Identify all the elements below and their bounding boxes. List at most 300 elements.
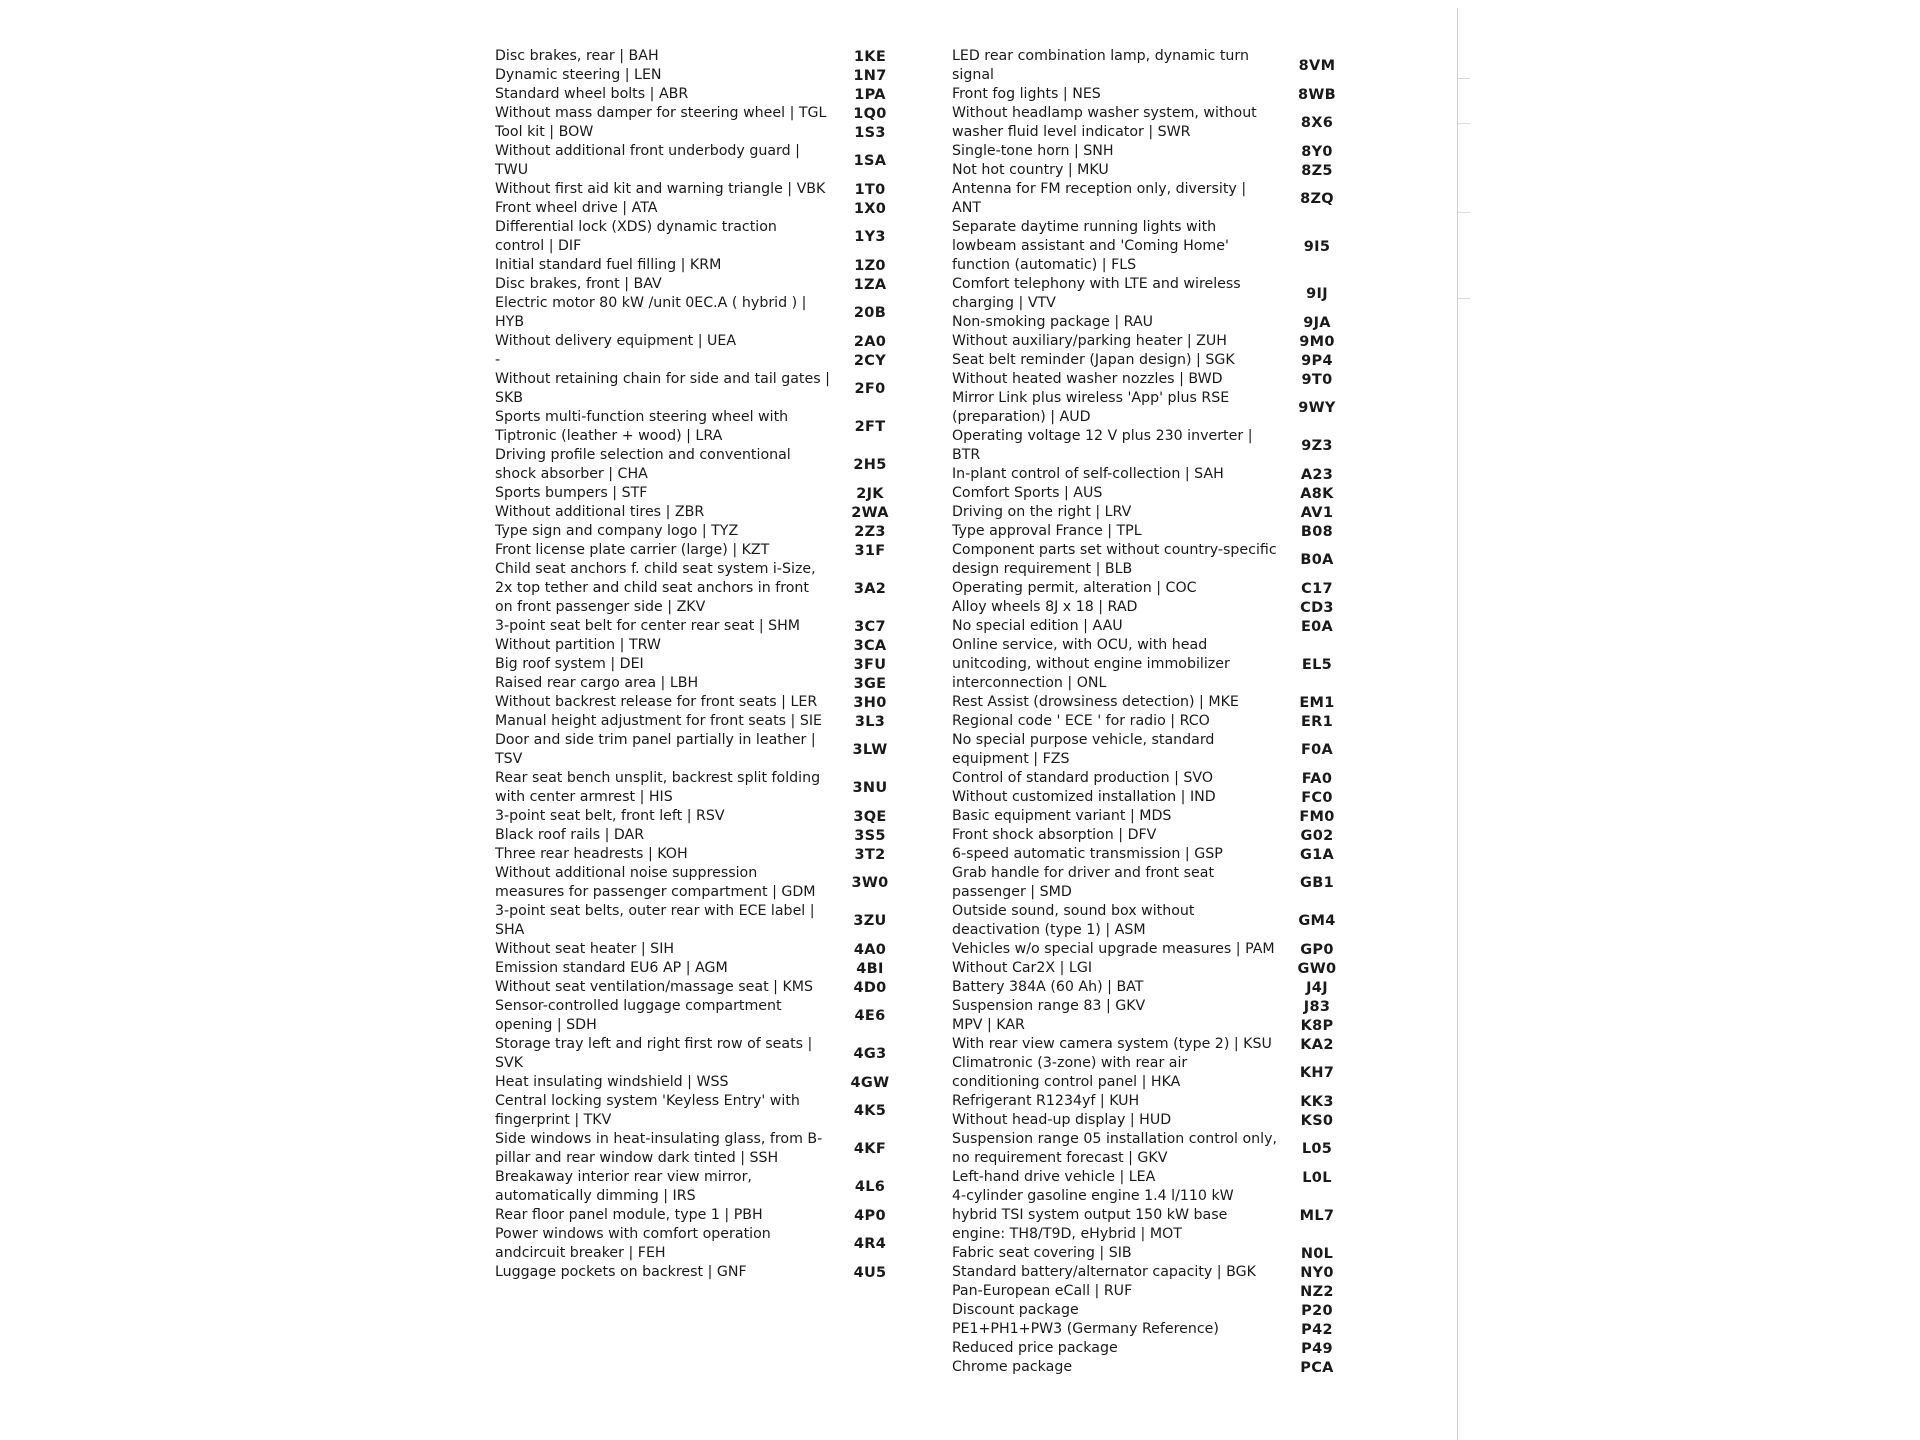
option-code: 9M0 — [1299, 333, 1335, 350]
option-code: C17 — [1301, 580, 1333, 597]
option-row — [952, 370, 1392, 389]
option-description: Component parts set without country-specific design requirement | BLB — [952, 542, 1277, 577]
left-options-column — [495, 47, 975, 1282]
option-row — [495, 1035, 975, 1073]
option-description: Without additional tires | ZBR — [495, 504, 705, 520]
option-row — [952, 484, 1392, 503]
option-description: Standard wheel bolts | ABR — [495, 86, 689, 102]
option-description: Without auxiliary/parking heater | ZUH — [952, 333, 1227, 349]
option-description: Without heated washer nozzles | BWD — [952, 371, 1223, 387]
option-description: Fabric seat covering | SIB — [952, 1245, 1132, 1261]
option-code: A8K — [1300, 485, 1334, 502]
option-description: Refrigerant R1234yf | KUH — [952, 1093, 1140, 1109]
option-description: 3-point seat belts, outer rear with ECE label | SHA — [495, 903, 815, 938]
option-row — [952, 1035, 1392, 1054]
option-description: No special edition | AAU — [952, 618, 1123, 634]
option-description: 3-point seat belt for center rear seat | SHM — [495, 618, 801, 634]
option-code: 1X0 — [853, 200, 887, 217]
option-code: 3L3 — [854, 713, 886, 730]
option-code: B0A — [1300, 552, 1334, 568]
option-row — [952, 1301, 1392, 1320]
right-options-column — [952, 47, 1392, 1377]
option-description: Single-tone horn | SNH — [952, 143, 1114, 159]
option-row — [495, 655, 975, 674]
option-description: Sports bumpers | STF — [495, 485, 648, 501]
option-code: KS0 — [1300, 1112, 1334, 1129]
option-description: Battery 384A (60 Ah) | BAT — [952, 979, 1144, 995]
option-code: 3S5 — [854, 827, 886, 844]
option-row — [952, 1339, 1392, 1358]
option-code: 2WA — [851, 504, 889, 521]
option-code: 8ZQ — [1300, 191, 1334, 207]
option-row — [952, 1092, 1392, 1111]
option-code: KH7 — [1299, 1065, 1335, 1081]
option-row — [952, 636, 1392, 693]
option-row — [952, 180, 1392, 218]
option-row — [495, 503, 975, 522]
option-description: Climatronic (3-zone) with rear air conditioning control panel | HKA — [952, 1055, 1188, 1090]
option-description: Front fog lights | NES — [952, 86, 1101, 102]
option-code: 2JK — [856, 485, 884, 502]
option-row — [495, 940, 975, 959]
option-code: P20 — [1301, 1302, 1333, 1319]
option-description: Breakaway interior rear view mirror, automatically dimming | IRS — [495, 1169, 752, 1204]
option-description: Three rear headrests | KOH — [495, 846, 688, 862]
option-row — [495, 617, 975, 636]
option-description: Differential lock (XDS) dynamic traction control | DIF — [495, 219, 777, 254]
option-code: 8WB — [1297, 86, 1337, 103]
option-code: GM4 — [1298, 913, 1336, 929]
option-description: Dynamic steering | LEN — [495, 67, 662, 83]
option-code: NZ2 — [1300, 1283, 1334, 1300]
option-row — [952, 351, 1392, 370]
option-row — [952, 978, 1392, 997]
option-code: 3FU — [853, 656, 887, 673]
option-row — [495, 199, 975, 218]
option-row — [495, 408, 975, 446]
page-edge-tick — [1458, 123, 1470, 124]
option-code: PCA — [1300, 1359, 1334, 1376]
option-description: 3-point seat belt, front left | RSV — [495, 808, 725, 824]
option-code: 3GE — [853, 675, 887, 692]
option-row — [952, 959, 1392, 978]
option-code: 2CY — [853, 352, 887, 369]
option-row — [952, 503, 1392, 522]
option-code: 1ZA — [853, 276, 887, 293]
option-code: 4G3 — [853, 1046, 887, 1062]
option-description: Separate daytime running lights with lowbeam assistant and 'Coming Home' function (automatic) | FLS — [952, 219, 1229, 273]
option-description: Without seat heater | SIH — [495, 941, 675, 957]
option-code: 3CA — [853, 637, 887, 654]
option-row — [495, 351, 975, 370]
option-code: L05 — [1301, 1141, 1333, 1157]
option-row — [952, 1111, 1392, 1130]
option-code: 4E6 — [854, 1008, 886, 1024]
option-code: 20B — [853, 305, 887, 321]
option-code: G1A — [1299, 846, 1335, 863]
option-row — [495, 446, 975, 484]
option-description: Power windows with comfort operation andcircuit breaker | FEH — [495, 1226, 771, 1261]
option-row — [952, 104, 1392, 142]
option-code: B08 — [1300, 523, 1334, 540]
option-row — [952, 807, 1392, 826]
option-code: ML7 — [1299, 1207, 1335, 1224]
option-description: Raised rear cargo area | LBH — [495, 675, 699, 691]
option-code: K8P — [1300, 1017, 1334, 1034]
option-code: 1Z0 — [854, 257, 886, 274]
option-row — [495, 484, 975, 503]
option-row — [952, 940, 1392, 959]
option-code: 2H5 — [853, 457, 887, 473]
option-description: Tool kit | BOW — [495, 124, 594, 140]
option-description: In-plant control of self-collection | SAH — [952, 466, 1224, 482]
option-description: Rest Assist (drowsiness detection) | MKE — [952, 694, 1239, 710]
option-code: 1KE — [853, 48, 887, 65]
option-row — [952, 598, 1392, 617]
page-edge-line — [1457, 8, 1458, 1440]
page-edge-tick — [1458, 298, 1470, 299]
option-code: 1T0 — [854, 181, 886, 198]
option-code: 1Q0 — [853, 105, 887, 122]
option-row — [495, 85, 975, 104]
option-description: Without seat ventilation/massage seat | KMS — [495, 979, 814, 995]
option-row — [495, 636, 975, 655]
option-row — [495, 997, 975, 1035]
option-code: GB1 — [1300, 875, 1334, 891]
option-row — [495, 731, 975, 769]
option-description: Suspension range 83 | GKV — [952, 998, 1146, 1014]
option-row — [495, 959, 975, 978]
option-description: With rear view camera system (type 2) | KSU — [952, 1036, 1272, 1052]
option-code: 3NU — [852, 780, 888, 796]
option-row — [495, 902, 975, 940]
option-code: J4J — [1306, 979, 1328, 996]
option-row — [952, 845, 1392, 864]
option-row — [952, 275, 1392, 313]
option-code: A23 — [1300, 466, 1334, 483]
option-code: GW0 — [1297, 960, 1337, 977]
option-code: F0A — [1300, 742, 1334, 758]
option-code: 4U5 — [853, 1264, 887, 1281]
option-row — [952, 864, 1392, 902]
option-description: Discount package — [952, 1302, 1079, 1318]
option-description: Antenna for FM reception only, diversity | ANT — [952, 181, 1247, 216]
option-description: Suspension range 05 installation control only, no requirement forecast | GKV — [952, 1131, 1278, 1166]
option-row — [952, 427, 1392, 465]
option-description: Without headlamp washer system, without washer fluid level indicator | SWR — [952, 105, 1257, 140]
option-description: Central locking system 'Keyless Entry' with fingerprint | TKV — [495, 1093, 800, 1128]
page-edge-tick — [1458, 212, 1470, 213]
option-row — [495, 1206, 975, 1225]
option-code: G02 — [1300, 827, 1334, 844]
option-code: 3QE — [853, 808, 887, 825]
option-description: Without additional front underbody guard | TWU — [495, 143, 800, 178]
option-code: 3H0 — [853, 694, 887, 711]
option-description: Mirror Link plus wireless 'App' plus RSE (preparation) | AUD — [952, 390, 1230, 425]
option-row — [952, 1320, 1392, 1339]
option-description: Storage tray left and right first row of seats | SVK — [495, 1036, 813, 1071]
option-description: Without backrest release for front seats | LER — [495, 694, 818, 710]
option-code: 9Z3 — [1301, 438, 1333, 454]
option-description: Big roof system | DEI — [495, 656, 644, 672]
option-row — [495, 1130, 975, 1168]
option-code: N0L — [1300, 1245, 1334, 1262]
option-row — [495, 693, 975, 712]
option-code: FA0 — [1301, 770, 1333, 787]
option-code: 4KF — [853, 1141, 887, 1157]
option-description: Heat insulating windshield | WSS — [495, 1074, 729, 1090]
option-description: Without partition | TRW — [495, 637, 661, 653]
option-description: Seat belt reminder (Japan design) | SGK — [952, 352, 1235, 368]
option-row — [495, 332, 975, 351]
option-code: CD3 — [1300, 599, 1334, 616]
option-description: Manual height adjustment for front seats | SIE — [495, 713, 822, 729]
option-row — [495, 370, 975, 408]
option-row — [952, 332, 1392, 351]
option-row — [952, 389, 1392, 427]
option-code: 3W0 — [851, 875, 889, 891]
option-description: Without mass damper for steering wheel | TGL — [495, 105, 827, 121]
option-description: Operating permit, alteration | COC — [952, 580, 1197, 596]
option-code: P42 — [1301, 1321, 1333, 1338]
option-description: Comfort Sports | AUS — [952, 485, 1103, 501]
option-description: Rear seat bench unsplit, backrest split folding with center armrest | HIS — [495, 770, 821, 805]
option-code: 1Y3 — [854, 229, 886, 245]
option-description: PE1+PH1+PW3 (Germany Reference) — [952, 1321, 1219, 1337]
option-code: E0A — [1300, 618, 1334, 635]
option-row — [952, 218, 1392, 275]
option-row — [952, 1244, 1392, 1263]
option-description: - — [495, 352, 501, 368]
option-code: 3A2 — [853, 580, 887, 597]
option-row — [495, 522, 975, 541]
option-description: Front license plate carrier (large) | KZT — [495, 542, 770, 558]
option-code: 3C7 — [854, 618, 886, 635]
option-code: J83 — [1303, 998, 1331, 1015]
option-description: Side windows in heat-insulating glass, from B-pillar and rear window dark tinted | SSH — [495, 1131, 823, 1166]
option-row — [952, 712, 1392, 731]
option-code: 4A0 — [853, 941, 887, 958]
option-description: Luggage pockets on backrest | GNF — [495, 1264, 747, 1280]
option-code: NY0 — [1300, 1264, 1334, 1281]
option-description: Electric motor 80 kW /unit 0EC.A ( hybrid ) | HYB — [495, 295, 807, 330]
option-code: 3T2 — [854, 846, 886, 863]
option-code: AV1 — [1300, 504, 1334, 521]
option-code: ER1 — [1300, 713, 1334, 730]
option-row — [495, 826, 975, 845]
option-description: Online service, with OCU, with head unitcoding, without engine immobilizer interconnection | ONL — [952, 637, 1230, 691]
option-row — [495, 66, 975, 85]
option-row — [952, 313, 1392, 332]
option-row — [952, 731, 1392, 769]
option-code: 2F0 — [854, 381, 886, 397]
option-code: EM1 — [1299, 694, 1335, 711]
option-code: 4GW — [850, 1074, 890, 1091]
option-description: Pan-European eCall | RUF — [952, 1283, 1133, 1299]
option-row — [495, 845, 975, 864]
option-description: MPV | KAR — [952, 1017, 1025, 1033]
option-row — [495, 1263, 975, 1282]
option-description: Outside sound, sound box without deactivation (type 1) | ASM — [952, 903, 1195, 938]
option-code: 8Y0 — [1301, 143, 1333, 160]
option-row — [495, 275, 975, 294]
option-row — [495, 47, 975, 66]
option-row — [495, 142, 975, 180]
option-row — [952, 1358, 1392, 1377]
option-description: Type sign and company logo | TYZ — [495, 523, 739, 539]
option-row — [495, 104, 975, 123]
option-description: Regional code ' ECE ' for radio | RCO — [952, 713, 1210, 729]
option-code: P49 — [1301, 1340, 1333, 1357]
option-row — [495, 541, 975, 560]
option-code: KA2 — [1300, 1036, 1334, 1053]
option-description: 4-cylinder gasoline engine 1.4 l/110 kW hybrid TSI system output 150 kW base engine: TH8/T9D, eHybrid | MOT — [952, 1188, 1234, 1242]
option-row — [952, 1187, 1392, 1244]
option-code: 3LW — [852, 742, 888, 758]
option-row — [952, 826, 1392, 845]
option-description: Child seat anchors f. child seat system i-Size, 2x top tether and child seat anchors in front on front passenger side | ZKV — [495, 561, 816, 615]
option-row — [495, 218, 975, 256]
option-row — [952, 1263, 1392, 1282]
option-row — [495, 180, 975, 199]
option-description: Grab handle for driver and front seat passenger | SMD — [952, 865, 1215, 900]
option-description: Without Car2X | LGI — [952, 960, 1093, 976]
option-description: Emission standard EU6 AP | AGM — [495, 960, 728, 976]
option-row — [952, 465, 1392, 484]
option-code: 31F — [854, 542, 886, 559]
option-row — [952, 1130, 1392, 1168]
option-description: Disc brakes, rear | BAH — [495, 48, 659, 64]
option-code: 3ZU — [853, 913, 887, 929]
option-description: Rear floor panel module, type 1 | PBH — [495, 1207, 763, 1223]
option-description: Left-hand drive vehicle | LEA — [952, 1169, 1156, 1185]
option-description: Sensor-controlled luggage compartment opening | SDH — [495, 998, 782, 1033]
option-row — [952, 522, 1392, 541]
option-code: 9I5 — [1303, 238, 1331, 255]
option-code: L0L — [1302, 1169, 1332, 1186]
option-description: Without first aid kit and warning triangle | VBK — [495, 181, 826, 197]
option-description: LED rear combination lamp, dynamic turn signal — [952, 48, 1249, 83]
option-row — [952, 902, 1392, 940]
option-description: Front shock absorption | DFV — [952, 827, 1157, 843]
option-code: 1SA — [853, 153, 887, 169]
option-description: Sports multi-function steering wheel with Tiptronic (leather + wood) | LRA — [495, 409, 789, 444]
option-description: No special purpose vehicle, standard equipment | FZS — [952, 732, 1215, 767]
option-code: 8Z5 — [1301, 162, 1333, 179]
option-description: Control of standard production | SVO — [952, 770, 1214, 786]
option-row — [952, 142, 1392, 161]
option-code: 2Z3 — [854, 523, 886, 540]
option-description: Disc brakes, front | BAV — [495, 276, 662, 292]
option-row — [952, 769, 1392, 788]
option-description: Driving profile selection and conventional shock absorber | CHA — [495, 447, 791, 482]
option-description: Basic equipment variant | MDS — [952, 808, 1172, 824]
option-row — [495, 807, 975, 826]
option-code: FM0 — [1299, 808, 1335, 825]
option-description: Standard battery/alternator capacity | BGK — [952, 1264, 1256, 1280]
option-row — [952, 85, 1392, 104]
option-code: 9P4 — [1301, 352, 1333, 369]
option-description: Comfort telephony with LTE and wireless charging | VTV — [952, 276, 1241, 311]
option-code: 4D0 — [853, 979, 887, 996]
option-description: Alloy wheels 8J x 18 | RAD — [952, 599, 1138, 615]
option-description: Reduced price package — [952, 1340, 1118, 1356]
option-row — [495, 1225, 975, 1263]
option-row — [952, 617, 1392, 636]
option-row — [952, 541, 1392, 579]
option-row — [495, 560, 975, 617]
option-row — [952, 693, 1392, 712]
option-row — [495, 123, 975, 142]
option-description: 6-speed automatic transmission | GSP — [952, 846, 1223, 862]
option-code: 9JA — [1303, 314, 1331, 331]
option-code: 8X6 — [1300, 115, 1334, 131]
option-description: Driving on the right | LRV — [952, 504, 1132, 520]
option-code: 1PA — [854, 86, 886, 103]
option-code: KK3 — [1300, 1093, 1334, 1110]
option-row — [495, 256, 975, 275]
option-description: Black roof rails | DAR — [495, 827, 645, 843]
option-row — [495, 1168, 975, 1206]
option-code: 4K5 — [853, 1103, 887, 1119]
option-row — [952, 161, 1392, 180]
option-code: 4BI — [856, 960, 884, 977]
option-description: Chrome package — [952, 1359, 1073, 1375]
option-row — [495, 864, 975, 902]
option-description: Non-smoking package | RAU — [952, 314, 1154, 330]
option-code: 2FT — [854, 419, 886, 435]
option-code: 4R4 — [853, 1236, 887, 1252]
option-code: EL5 — [1301, 656, 1333, 673]
option-code: 1N7 — [853, 67, 887, 84]
option-row — [495, 294, 975, 332]
option-description: Not hot country | MKU — [952, 162, 1109, 178]
option-description: Initial standard fuel filling | KRM — [495, 257, 722, 273]
option-code: 4L6 — [854, 1179, 886, 1195]
option-code: FC0 — [1301, 789, 1333, 806]
option-description: Operating voltage 12 V plus 230 inverter | BTR — [952, 428, 1253, 463]
option-description: Door and side trim panel partially in leather | TSV — [495, 732, 816, 767]
option-row — [495, 712, 975, 731]
option-row — [952, 1016, 1392, 1035]
option-description: Without retaining chain for side and tail gates | SKB — [495, 371, 830, 406]
option-row — [495, 978, 975, 997]
option-description: Vehicles w/o special upgrade measures | PAM — [952, 941, 1275, 957]
option-row — [952, 47, 1392, 85]
option-row — [952, 788, 1392, 807]
option-code: 9IJ — [1306, 286, 1328, 302]
option-row — [495, 769, 975, 807]
option-code: 1S3 — [854, 124, 886, 141]
option-row — [952, 997, 1392, 1016]
option-description: Without delivery equipment | UEA — [495, 333, 737, 349]
option-description: Front wheel drive | ATA — [495, 200, 658, 216]
option-row — [495, 1073, 975, 1092]
option-code: 8VM — [1298, 58, 1336, 74]
option-row — [952, 579, 1392, 598]
option-row — [952, 1168, 1392, 1187]
option-description: Type approval France | TPL — [952, 523, 1142, 539]
option-description: Without head-up display | HUD — [952, 1112, 1172, 1128]
option-row — [495, 1092, 975, 1130]
option-code: GP0 — [1300, 941, 1334, 958]
option-row — [495, 674, 975, 693]
page-edge-tick — [1458, 78, 1470, 79]
option-code: 4P0 — [854, 1207, 886, 1224]
option-code: 9T0 — [1301, 371, 1333, 388]
option-row — [952, 1054, 1392, 1092]
option-row — [952, 1282, 1392, 1301]
